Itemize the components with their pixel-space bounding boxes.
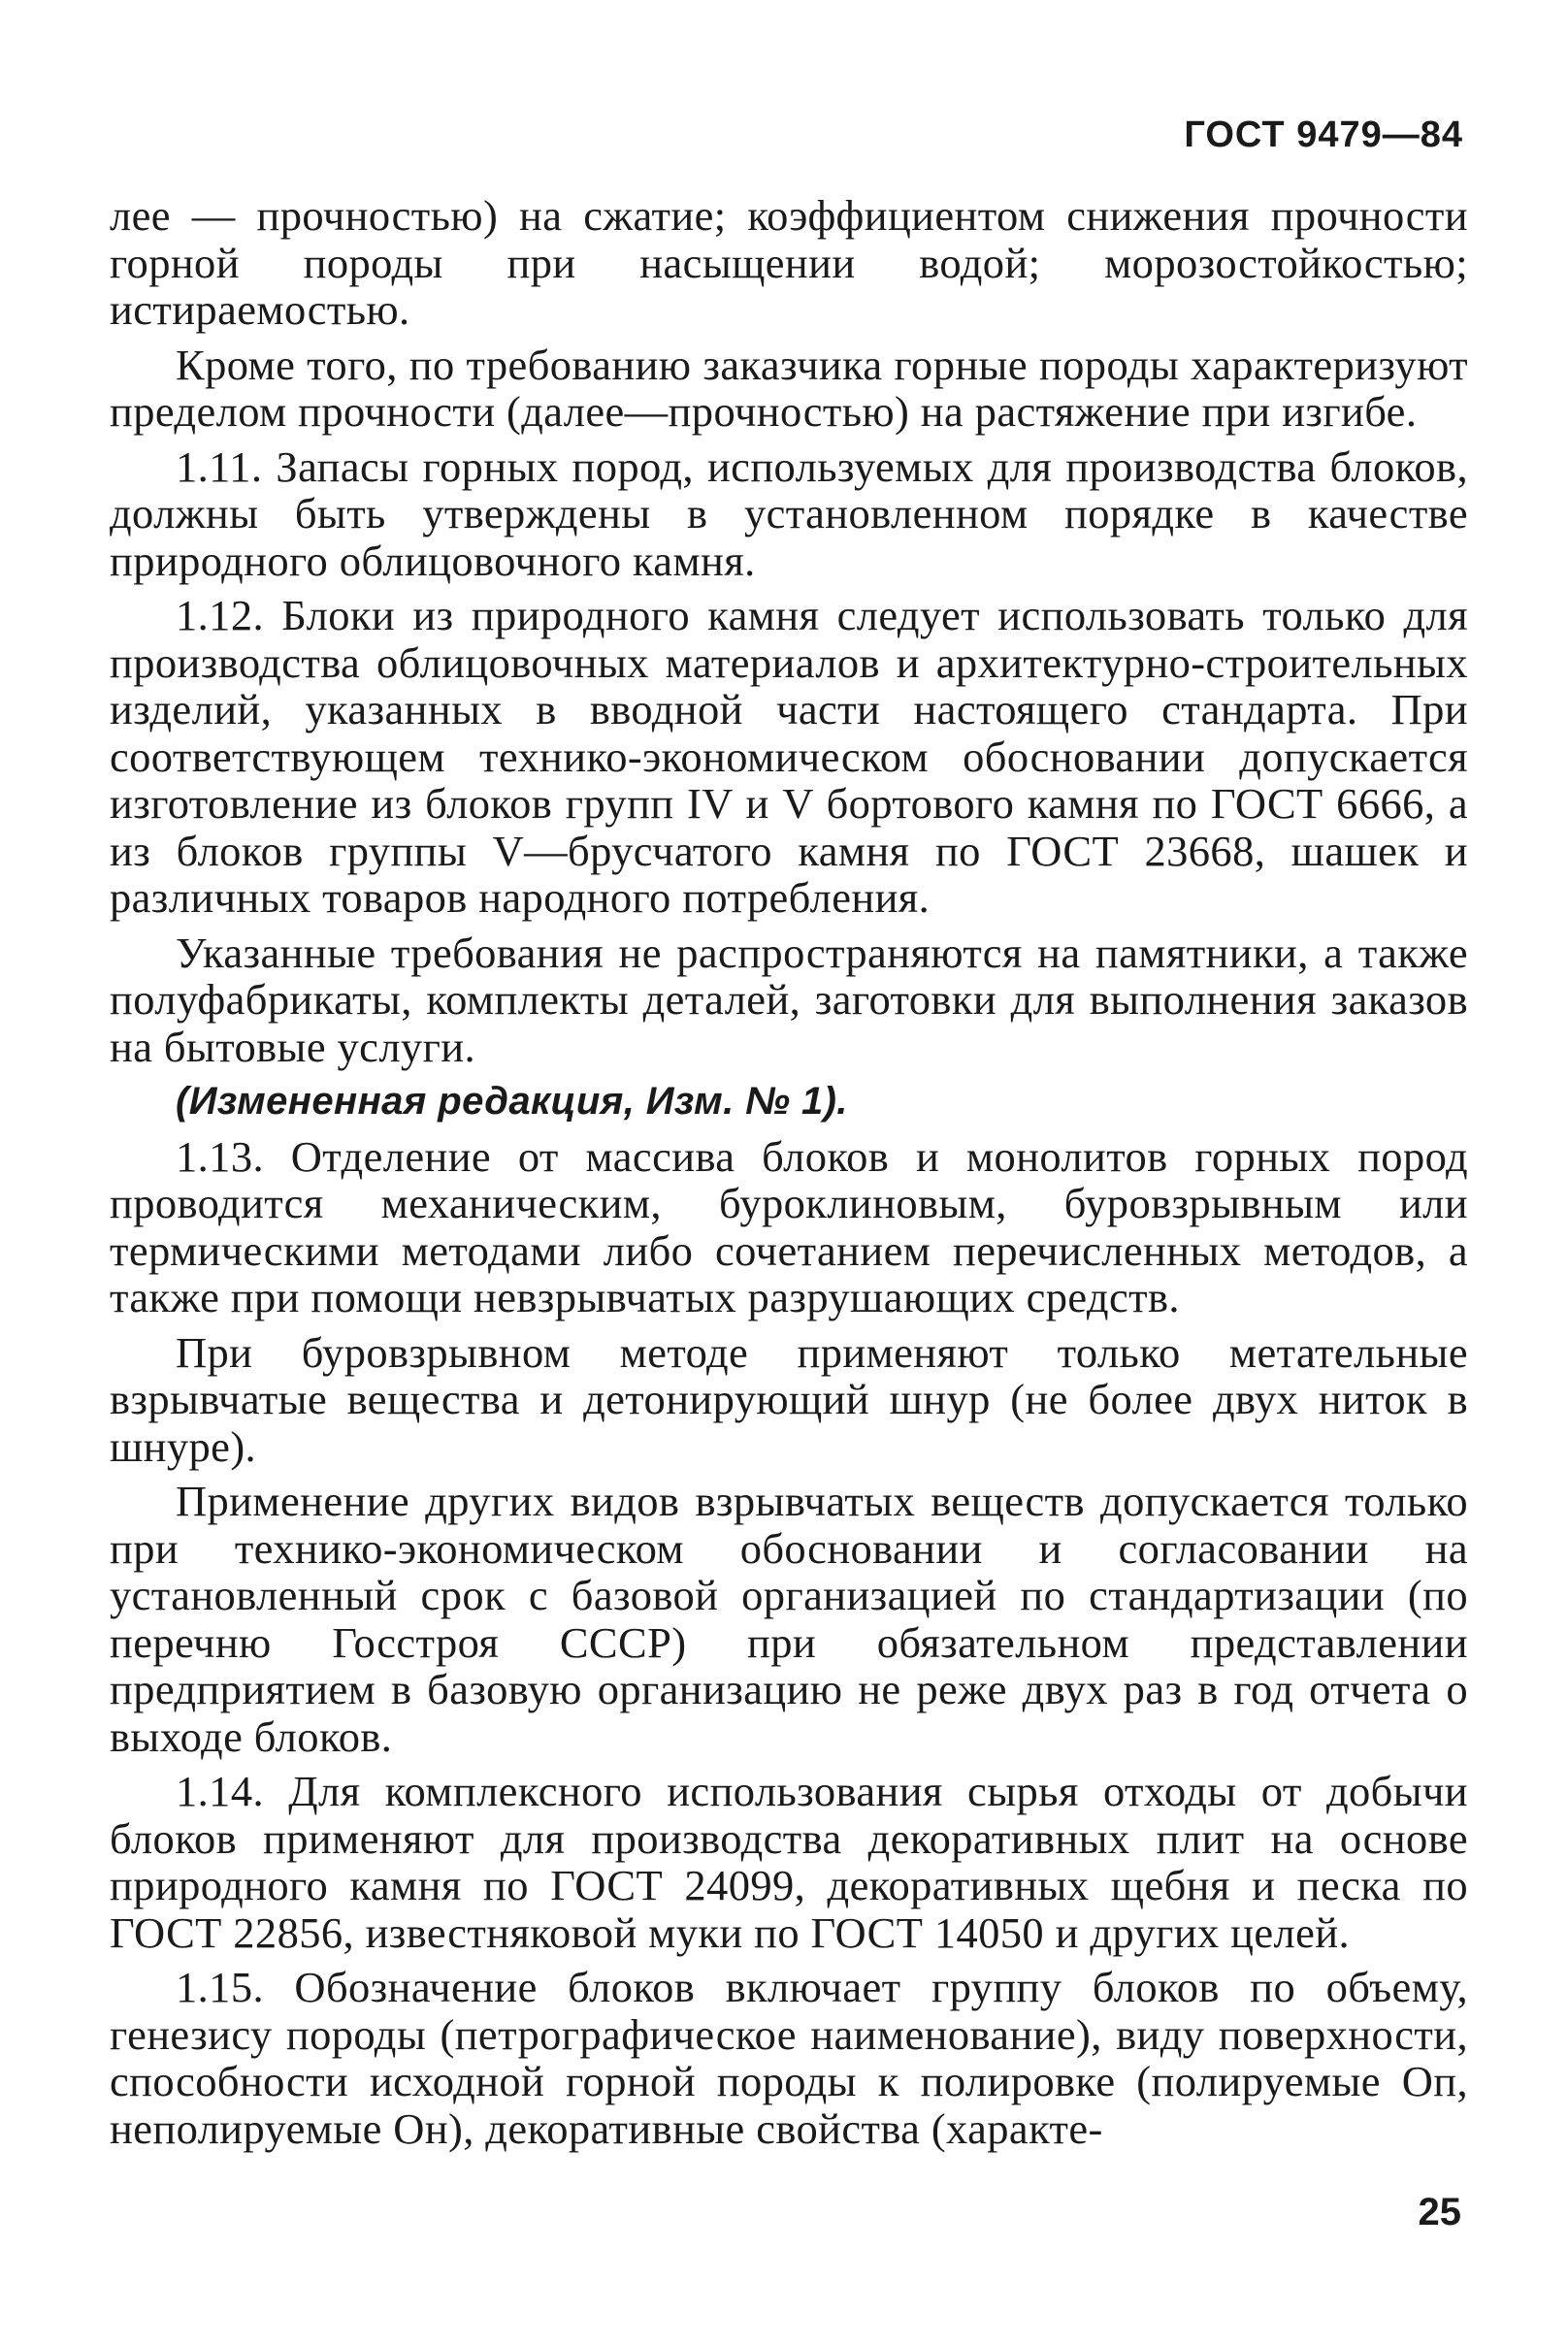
paragraph-1-12: 1.12. Блоки из природного камня следует использовать только для производства облицовочных материалов и архитектурно-строительных изделий, указанных в вводной части настоящего стандарта. При соответствующем технико-экономическом обосновании допускается изготовление из блоков групп IV и V бортового камня по ГОСТ 6666, а из блоков группы V—брусчатого камня по ГОСТ 23668, шашек и различных товаров народного потребления. [110, 591, 1468, 922]
paragraph: При буровзрывном методе применяют только метательные взрывчатые вещества и детонирующий шнур (не более двух ниток в шнуре). [110, 1327, 1468, 1471]
paragraph: Указанные требования не распространяются на памятники, а также полуфабрикаты, комплекты деталей, заготовки для выполнения заказов на бытовые услуги. [110, 928, 1468, 1071]
page-number: 25 [1418, 2191, 1461, 2233]
paragraph: лее — прочностью) на сжатие; коэффициентом снижения прочности горной породы при насыщении водой; морозостойкостью; истираемостью. [110, 191, 1468, 334]
paragraph: Применение других видов взрывчатых веществ допускается только при технико-экономическом обосновании и согласовании на установленный срок с базовой организацией по стандартизации (по перечню Госстроя СССР) при обязательном представлении предприятием в базовую организацию не реже двух раз в год отчета о выходе блоков. [110, 1477, 1468, 1761]
paragraph-1-14: 1.14. Для комплексного использования сырья отходы от добычи блоков применяют для производства декоративных плит на основе природного камня по ГОСТ 24099, декоративных щебня и песка по ГОСТ 22856, известняковой муки по ГОСТ 14050 и других целей. [110, 1767, 1468, 1957]
paragraph-1-13: 1.13. Отделение от массива блоков и монолитов горных пород проводится механическим, буроклиновым, буровзрывным или термическими методами либо сочетанием перечисленных методов, а также при помощи невзрывчатых разрушающих средств. [110, 1131, 1468, 1321]
paragraph-1-15: 1.15. Обозначение блоков включает группу блоков по объему, генезису породы (петрографическое наименование), виду поверхности, способности исходной горной породы к полировке (полируемые Оп, неполируемые Он), декоративные свойства (характе- [110, 1963, 1468, 2153]
paragraph: Кроме того, по требованию заказчика горные породы характеризуют пределом прочности (далее—прочностью) на растяжение при изгибе. [110, 340, 1468, 436]
document-header: ГОСТ 9479—84 [1184, 114, 1463, 155]
document-body [110, 192, 1468, 2160]
paragraph-1-11: 1.11. Запасы горных пород, используемых для производства блоков, должны быть утверждены в установленном порядке в качестве природного облицовочного камня. [110, 441, 1468, 585]
amendment-note: (Измененная редакция, Изм. № 1). [176, 1080, 848, 1123]
